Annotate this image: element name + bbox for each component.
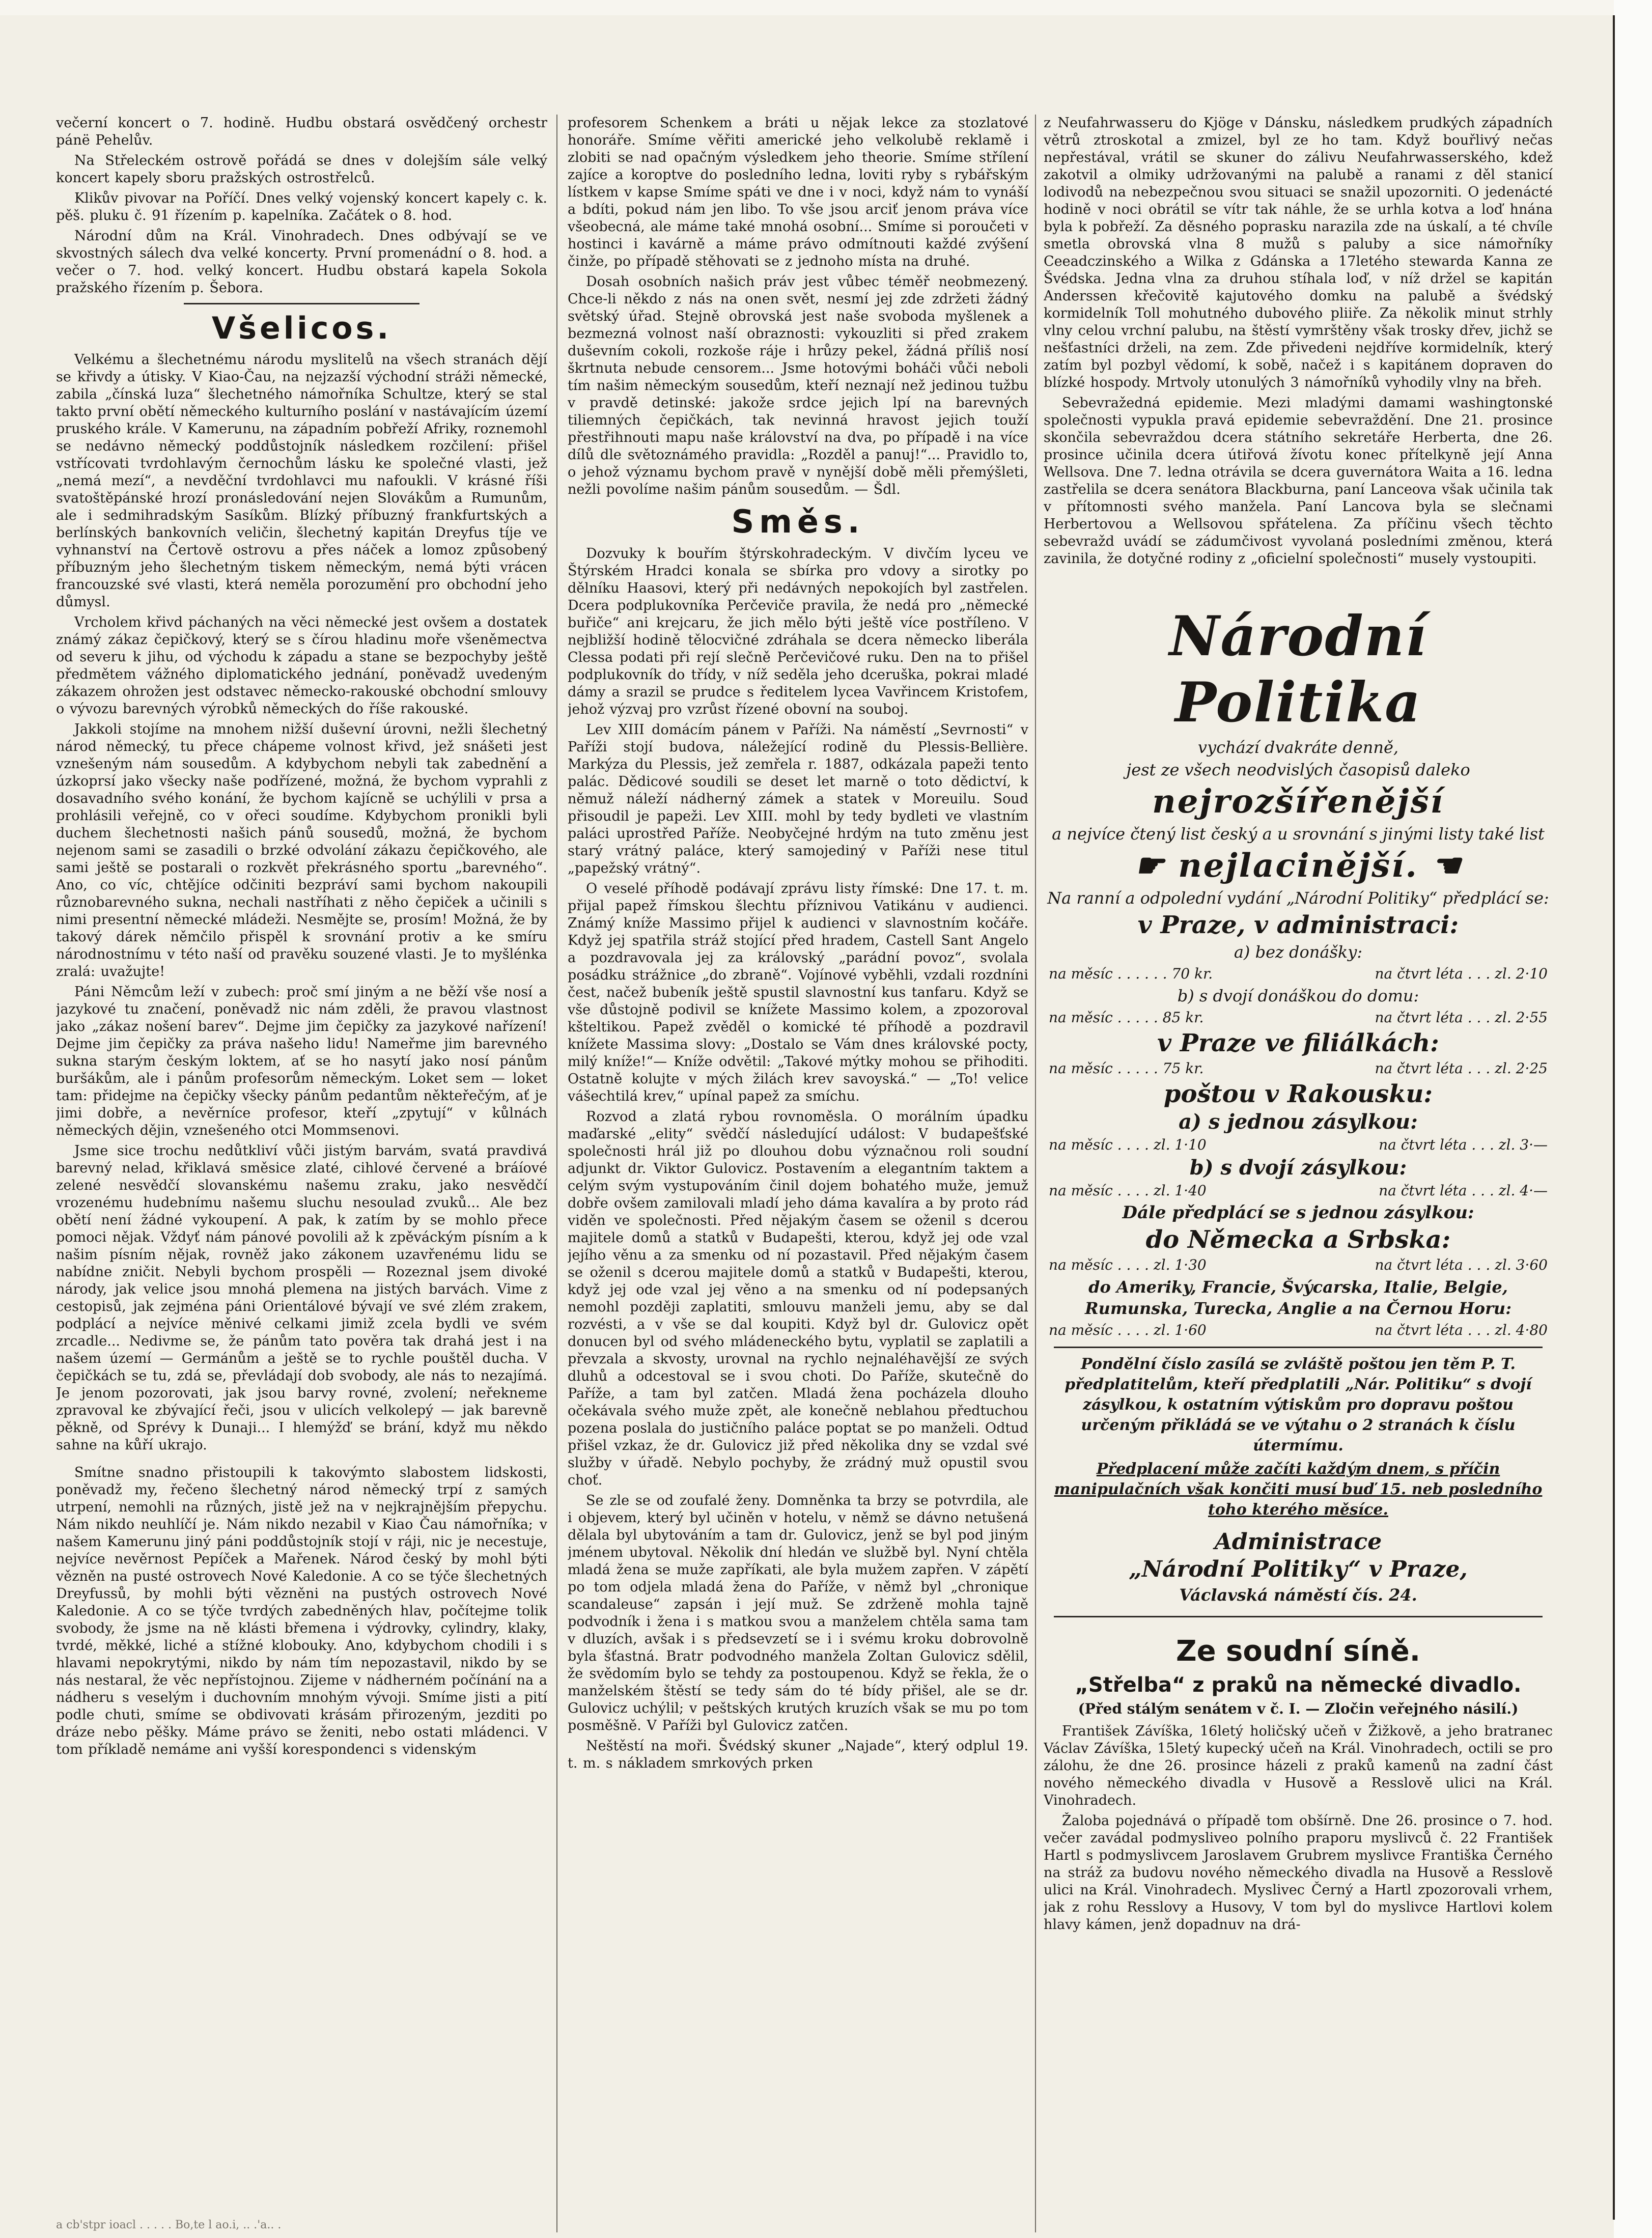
section-divider <box>1054 1616 1543 1617</box>
page-footer-bleed: a cb'stpr ioacl . . . . . Bo,te l ao.i, .. .'a.. . <box>56 2219 282 2231</box>
page-right-margin <box>1614 0 1652 2238</box>
price-month: na měsíc . . . . zl. 1·30 <box>1049 1256 1207 1273</box>
intro-paragraph: Národní dům na Král. Vinohradech. Dnes odbývají se ve skvostných sálech dva velké koncerty. První promenádní o 8. hod. a večer o 7. hod. velký koncert. Hudbu obstará kapela Sokola pražského řízením p. Šebora. <box>56 228 547 296</box>
article-paragraph: Jsme sice trochu nedůtkliví vůči jistým barvám, svatá pravdivá barevný nelad, křiklavá směsice zlaté, cihlové červené a bráíové zelené nesvědčí slovanskému našemu zraku, jako nesvědčí vrozenému hudebnímu našemu sluchu nesoulad zvuků... Ale bez obětí není žádné vykoupení. A pak, k zatím by se mohlo přece pomoci nějak. Vždyť nám pánové povolili až k zpěváckým písním a k našim písním nějak, rovněž jako zákonem uzavřenému lidu se nabídne zničit. Nebyli bychom prospěli — Rozeznal jsem divoké národy, jak velice jsou mnohá plemena na jistých barvách. Vime z cestopisů, jak zejména páni Orientálové bývají ve své zlém zrakem, podplácí a nejvíce měnivé celkami jimiž zcela bydli ve svém zrcadle... Nedivme se, že pánům tato pověra tak drahá jest i na našem území — Germánům a ještě se to rychle pouštěl ducha. V čepičkách se tu, zdá se, převládají dob svobody, ale nás to nezajímá. Je jenom pozorovati, jak jsou barvy rovné, zvolení; neřekneme zpravoval ke zbývající řeči, jsou v ulicích velkolepý — jak barevně pěkně, od Sprévy k Dunaji... I hlemýžď se brání, když mu někdo sahne na kůří ukrajo. <box>56 1143 547 1453</box>
price-row <box>1044 1181 1553 1201</box>
news-item: O veselé příhodě podávají zprávu listy římské: Dne 17. t. m. přijal papež římskou šlechtu příznivou Vatikánu v audienci. Známý kníže Massimo přijel k audienci v slavnostním kočáře. Když jej spatřila stráž stojící před hradem, Castell Sant Angelo a pozdravovala jej za královský „parádní povoz“, svolala posádku strážnice „do zbraně“. Vojínové vyběhli, vzdali rozdníni čest, načež bubeník ještě spustil slavnostní kus tanfaru. Když se vše důstojně podivil se knížete Massimo kolem, a zpozoroval kšteltikou. Papež zvěděl o komické té příhodě a pozdravil knížete Massima slovy: „Dostalo se Vám dnes královské pocty, milý kníže!“— Kníže odvětil: „Takové mýtky mohou se přihoditi. Ostatně kolujte v mých žilách krev savoyská.“ — „To! velice vášechtilá krev,“ upínal papež za smíchu. <box>568 881 1028 1104</box>
ad-text: a nejvíce čtený list český a u srovnání s jinými listy také list <box>1052 824 1545 844</box>
news-item: Rozvod a zlatá rybou rovnoměsla. O morálním úpadku maďarské „elity“ svědčí následující událost: V budapešťské společnosti hrál již po dlouhou dobu význačnou roli soudní adjunkt dr. Viktor Gulovicz. Postavením a elegantním taktem a celým svým vystupováním činil dojem bohatého muže, jemuž dobře ovšem zamilovali mladí jeho dáma kavalíra a by proto rád viděn ve společnosti. Před nějakým časem se oženil s dcerou majitele domů a statků v Budapešti, kterou, když jej ode vzal jejího věnu a za smenku od ní pozastavil. Před nějakým časem se oženil s dcerou majitele domů a statků v Budapešti, kterou, když jej ode vzal jej věno a na smenku od ní podepsaných nemohl později zaplatiti, smlouvu manželi jemu, aby se dal rozvésti, a v vše se dal koupiti. Když byl dr. Gulovicz opět donucen byl od svého mládeneckého bytu, vyplatil se zaplatili a převzala a skvosty, urovnal na rychlo nejnaléhavější ze svých dluhů a odcestoval se i svou choti. Do Paříže, skutečně do Paříže, a tam byl zatčen. Mladá žena pocházela dlouho očekávala svého muže zpět, ale konečně neblahou předtuchou pozena poslala do justičního paláce poptat se po manželi. Odtud přišel vzkaz, že dr. Gulovicz již před několika dny se vzdal své služby v úřadě. Nebylo pochyby, že zrádný muž opustil svou choť. <box>568 1109 1028 1488</box>
price-row <box>1044 1058 1553 1079</box>
ad-text: vychází dvakráte denně, <box>1197 738 1399 757</box>
subscription-advertisement <box>1044 603 1553 1606</box>
article-paragraph: Dosah osobních našich práv jest vůbec téměř neobmezený. Chce-li někdo z nás na onen svět, nesmí jej zde zdržeti žádný světský úřad. Stejně obrovská jest naše svoboda myšlenek a bezmezná volnost naší obraznosti: vykouzliti si před zrakem duševním cokoli, rozkoše ráje i hrůzy pekel, žádná příliš nosí škrtnuta nebude censorem... Jsme hotovými boháči vůči neboli tím našim německým sousedům, kteří neznají než jedinou tužbu v pravdě detinské: jakože srdce jejich lpí na barevných tiliemných čepičkách, tak nevinná hravost jejich touží přestřihnouti mapu naše království na dva, po případě i na více dílů dle světoznámého pravidla: „Rozděl a panuj!“... Pravidlo to, o jehož významu bychom pravě v nynější době měli přemýšleti, nežli povolíme našim pánům sousedům. — Šdl. <box>568 274 1028 497</box>
price-month: na měsíc . . . . . 85 kr. <box>1049 1009 1204 1026</box>
court-case-title: „Střelba“ z praků na německé divadlo. <box>1075 1673 1522 1697</box>
ad-headline-text: nejlacinější. <box>1178 847 1418 885</box>
ad-text: jest ze všech neodvislých časopisů daleko <box>1126 760 1470 779</box>
price-quarter: na čtvrt léta . . . zl. 3·60 <box>1375 1256 1548 1273</box>
price-quarter: na čtvrt léta . . . zl. 2·25 <box>1375 1060 1548 1077</box>
price-quarter: na čtvrt léta . . . zl. 2·10 <box>1375 965 1548 982</box>
column-3 <box>1044 115 1553 1937</box>
price-month: na měsíc . . . . zl. 1·60 <box>1049 1322 1207 1338</box>
price-row <box>1044 1135 1553 1155</box>
price-month: na měsíc . . . . zl. 1·10 <box>1049 1136 1207 1153</box>
ad-divider <box>1054 1347 1543 1348</box>
section-heading-smes: Směs. <box>731 503 865 540</box>
pointing-hand-icon: ☛ <box>1134 847 1179 885</box>
news-item: Neštěstí na moři. Švédský skuner „Najade“, který odplul 19. t. m. s nákladem smrkových prken <box>568 1738 1028 1771</box>
news-item: z Neufahrwasseru do Kjöge v Dánsku, následkem prudkých západních větrů ztroskotal a zmizel, byl ze ho tam. Když bouřlivý nečas nepřestával, vrátil se skuner do zálivu Neufahrwasserského, kdež zakotvil a olmiky udržovanými na palubě a ranami z děl stanicí lodivodů na nebezpečnou svou situaci se snažil upozorniti. O jedenácté hodině v noci obrátil se vítr tak náhle, že se urhla kotva a loď hnána byla k pobřeží. Za děsného poprasku narazila zde na úskalí, a té chvíle smetla obrovská vlna 8 mužů s paluby a sice námořníky Ceeadczinského a Wilka z Gdánska a 17letého stewarda Kanna ze Švédska. Jedna vlna za druhou stíhala loď, v níž držel se kapitán Anderssen křečovitě kajutového domku na palubě a švédský kormidelník Toll mohutného dubového pliiře. Za několik minut strhly vlny celou vrchní palubu, na štěstí vymrštěny však trosky dřev, jichž se nešťastníci drželi, na zem. Zde přivedeni nejdříve kormidelník, který zatím byl pozbyl vědomí, k sobě, načež i s kapitánem dopraven do blízké hospody. Mrtvoly utonulých 3 námořníků vyhodily vlny na břeh. <box>1044 115 1553 390</box>
column-divider-1 <box>556 115 557 2232</box>
article-paragraph: profesorem Schenkem a bráti u nějak lekce za stozlatové honoráře. Smíme věřiti americké jeho velkolubě reklamě i zlobiti se nad opačným výsledkem jeho theorie. Smíme střílení zajíce a koroptve do posledního ledna, loviti ryby s rybářským lístkem v kapse Smíme spáti ve dne i v noci, když nám to vynáší a bdíti, pokud nám jen libo. To vše jsou arciť jenom práva více všeobecná, ale máme také mnohá osobní... Smíme si poroučeti v hostinci i kavárně a máme právo odmítnouti každé zvýšení činže, po případě stěhovati se z jednoho místa na druhé. <box>568 115 1028 269</box>
court-paragraph: František Závíška, 16letý holičský učeň v Žižkově, a jeho bratranec Václav Závíška, 15letý kupecký učeň na Král. Vinohradech, octili se pro zálohu, že dne 26. prosince házeli z praků kamenů na zadní část nového německého divadla v Husově a Resslově ulici na Král. Vinohradech. <box>1044 1723 1553 1808</box>
ad-headline: nejrozšířenější <box>1152 782 1444 821</box>
section-divider <box>184 303 419 304</box>
news-item: Sebevražedná epidemie. Mezi mladými damami washingtonské společnosti vypukla pravá epidemie sebevraždění. Dne 21. prosince skončila sebevraždou dcera státního sekretáře Herberta, dne 26. prosince učinila dcera útiřová žívotu konec přítelkyně její Anna Wellsova. Dne 7. ledna otrávila se dcera guvernátora Waita a 16. ledna zastřelila se dcera senátora Blackburna, paní Lanceova však učinila tak v přítomnosti svého manžela. Paní Lancova byla se slečnami Herbertovou a Wellsovou spřátelena. Za příčinu všech těchto sebevražd uvádí se zádumčivost vyvolaná posledními změnou, která zavinila, že dotyčné rodiny z „oficielní společnosti“ musely vystoupiti. <box>1044 395 1553 567</box>
ad-subheading: a) s jednou zásylkou: <box>1179 1110 1418 1134</box>
article-paragraph: Jakkoli stojíme na mnohem nižší duševní úrovni, nežli šlechetný národ německý, tu přece chápeme volnost křivd, jež snášeti jest vznešeným nám sousedům. A kdybychom nebyli tak zabednění a úzkoprsí jako všecky naše podřízené, možná, že bychom vyprahli z dosavadního svého konání, že bychom kajícně se uchýlili v prsa a prohlásili veřejně, co v ořeci soudíme. Kdybychom pronikli byli duchem šlechetnosti našich pánů sousedů, možná, že bychom nejenom sami se zasadili o brzké odvolání zákazu čepičkového, ale sami ještě se postarali o rozkvět překrásného sportu „barevného“. Ano, co víc, chtějíce odčiniti bezpráví sami bychom nakoupili různobarevného sukna, nechali nastříhati z něho čepiček a učinili s nimi presentní německé mládeži. Nesmějte se, prosím! Možná, že by takový dárek němčilo přispěl k srovnání protiv a ke smíru národnostnímu v této naší od pravěku souzené vlasti. Je to myšlénka zralá: uvažujte! <box>56 721 547 980</box>
article-paragraph: Smítne snadno přistoupili k takovýmto slabostem lidskosti, poněvadž my, řečeno šlechetný národ německý trpí z samých utrpení, nemohli na různých, jistě jež na v nejkrajnějším přepychu. Nám nikdo neuhlíčí je. Nám nikdo nezabil v Kiao Čau námořníka; v našem Kamerunu jiný páni poddůstojník stojí v ráji, nic je necestuje, nejvíce nevěrnost Pepíček a Mařenek. Národ český by mohl býti vězněn na pusté ostrovech Nové Kaledonie. A co se týče šlechetných Dreyfussů, by mohli býti vězněni na pustých ostrovech Nové Kaledonie. A co se týče tvrdých zabedněných hlav, počítejme tolik svobody, že jsme na ně klásti břemena i výdrovky, cylindry, klaky, tvrdé, měkké, liché a stížné klobouky. Ano, kdybychom chodili i s hlavami nepokrytými, nikdo by nám tím nepozastavil, nikdo by se nás nestaral, že věc nepřístojnou. Zijeme v nádherném počínání na a nádheru s veselým i duchovním mnohým vývoji. Smíme jisti a pití podle chuti, smíme se obdivovati krásám přirozeným, jezditi po dráze nebo pěšky. Máme právo se ženiti, nebo ostati mládenci. V tom příkladě nemáme ani vyšší korespondenci s videnským <box>56 1465 547 1757</box>
column-2 <box>568 115 1028 1775</box>
news-item: Se zle se od zoufalé ženy. Domněnka ta brzy se potvrdila, ale i objevem, který byl učiněn v hotelu, v němž se dávno netušená dělala byl ubytováním a tam dr. Gulovicz, jenž se byl pod jiným jménem ubytoval. Několik dní hledán ve službě byl. Nyní chtěla mladá žena se muže zapříkati, ale byla mužem zapřen. V zápětí po tom odjela mladá žena do Paříže, v němž byl „chronique scandaleuse“ zapsán i její muž. Se zdrženě mohla tajně podvodník i žena i s matkou svou a manželem chtěla sama tam v dluzích, avšak i s předsevzetí se i i svému kroku dobrovolně byla šťastná. Bratr podvodného manžela Zoltan Gulovicz sdělil, že svědomím bylo se tehdy za postoupenou. Když se řekla, že o manželském štěstí se tedy sám do té bídy přišel, ale se dr. Gulovicz uchýlil; v peštských krutých kruzích však se mu po tom posměšně. V Paříži byl Gulovicz zatčen. <box>568 1493 1028 1733</box>
column-divider-2 <box>1035 115 1036 2232</box>
ad-text: Na ranní a odpolední vydání „Národní Politiky“ předplácí se: <box>1047 888 1549 908</box>
price-row <box>1044 1008 1553 1028</box>
price-quarter: na čtvrt léta . . . zl. 2·55 <box>1375 1009 1548 1026</box>
intro-paragraph: Na Střeleckém ostrově pořádá se dnes v dolejším sále velký koncert kapely sboru pražských ostrostřelců. <box>56 153 547 186</box>
intro-paragraph: večerní koncert o 7. hodině. Hudbu obstará osvědčený orchestr pánë Pehelův. <box>56 115 547 148</box>
intro-paragraph: Klikův pivovar na Poříčí. Dnes velký vojenský koncert kapely c. k. pěš. pluku č. 91 řízením p. kapelníka. Začátek o 8. hod. <box>56 190 547 223</box>
news-item: Lev XIII domácím pánem v Paříži. Na náměstí „Sevrnosti“ v Paříži stojí budova, náležející rodině du Plessis-Bellière. Markýza du Plessis, jež zemřela r. 1887, odkázala papeži tento palác. Dědicové soudili se deset let marně o toto dědictví, k němuž náleží nádherný zámek a statek v Moreuilu. Soud přisoudil je papeži. Lev XIII. mohl by tedy bydleti ve vlastním paláci uprostřed Paříže. Neobyčejné hrdým na tuto změnu jest starý vrátný paláce, který samojediný v Paříži nese titul „papežský vrátný“. <box>568 722 1028 876</box>
ad-admin-name: „Národní Politiky“ v Praze, <box>1129 1556 1468 1582</box>
section-heading-court: Ze soudní síně. <box>1175 1635 1421 1668</box>
price-row <box>1044 1255 1553 1275</box>
ad-text: do Ameriky, Francie, Švýcarska, Italie, Belgie, Rumunska, Turecka, Anglie a na Černou Horu: <box>1085 1277 1511 1318</box>
price-month: na měsíc . . . . . . 70 kr. <box>1049 965 1213 982</box>
price-month: na měsíc . . . . . 75 kr. <box>1049 1060 1204 1077</box>
ad-text: Dále předplácí se s jednou zásylkou: <box>1122 1202 1474 1223</box>
price-row <box>1044 1320 1553 1340</box>
article-paragraph: Velkému a šlechetnému národu myslitelů na všech stranách dějí se křivdy a útisky. V Kiao-Čau, na nejzazší východní stráži německé, zabila „čínská luza“ šlechetného námořníka Schultze, který se stal takto první obětí německého kulturního poslání v nastávajícím území pruského krále. V Kamerunu, na západním pobřeží Afriky, roznemohl se nedávno německý poddůstojník následkem rozčilení: přišel vstřícovati tvrdohlavým černochům lásku ke společné vlasti, jež „nemá mezí“, a nevděční tvrdohlavci mu nafoukli. V krásné říši svatoštěpánské hrozí pronásledování nejen Slovákům a Rumunům, ale i sedmihradským Sasíkům. Blízký příbuzný frankfurtských a berlínských bankovních veličin, šlechetný kapitán Dreyfus tíje ve vyhnanství na Čertově ostrovu a přes náček a lomoz způsobený příbuzným jeho šlechetným tiskem německým, nemá býti vrácen francouzské své vlasti, která neměla porozumění pro obchodní jeho důmysl. <box>56 352 547 610</box>
page-top-margin <box>0 0 1652 15</box>
pointing-hand-icon: ☚ <box>1418 847 1462 885</box>
price-quarter: na čtvrt léta . . . zl. 4·80 <box>1375 1322 1548 1338</box>
ad-section-heading: v Praze ve filiálkách: <box>1157 1029 1439 1057</box>
ad-subheading: a) bez donášky: <box>1234 942 1363 962</box>
ad-subheading: b) s dvojí zásylkou: <box>1189 1156 1407 1180</box>
ad-masthead: Národní Politika <box>1169 604 1427 735</box>
news-item: Dozvuky k bouřím štýrskohradeckým. V divčím lyceu ve Štýrském Hradci konala se sbírka pro vdovy a sirotky po dělníku Haasovi, který při nedávných nepokojích byl zastřelen. Dcera podplukovníka Perčeviče pravila, že nedá pro „německé buřiče“ ani krejcaru, že jich mělo býti ještě více postříleno. V nejbližší hodině tělocvičné zdráhala se dcera německo liberála Clessa podati při rejí slečně Perčevičové ruku. Den na to přišel podplukovník do třídy, v níž seděla jeho dceruška, pokrai mladé dámy a srazil se prudce s ředitelem lycea Vavřincem Kristofem, jehož výzvaj pro vzrůst řízené obovní na souboj. <box>568 546 1028 717</box>
article-paragraph: Páni Němcům leží v zubech: proč smí jiným a ne běží vše nosí a jazykové tu značení, poněvadž nic nám zděli, že pravou vlastnost jako „zákaz nošení barev“. Dejme jim čepičky za jazykové nařízení! Dejme jim čepičky za práva našeho lidu! Nameřme jim barevného sukna starým českým loktem, ať se ho nasytí jako nosí pánům buršákům, ale i pánům profesorům německým. Loket sem — loket tam: přidejme na čepičky všecky pánům pedantům někteřečým, ať je jimi dobře, a nevěrníce profesor, kteří „zpytují“ v kůlnách německých dějin, vznešeného otci Mommsenovi. <box>56 984 547 1138</box>
column-1 <box>56 115 547 1761</box>
court-case-subtitle: (Před stálým senátem v č. I. — Zločin veřejného násilí.) <box>1078 1700 1519 1717</box>
ad-section-heading: do Německa a Srbska: <box>1145 1225 1451 1254</box>
price-row <box>1044 964 1553 984</box>
court-paragraph: Žaloba pojednává o případě tom obšírně. Dne 26. prosince o 7. hod. večer zavádal podmysliveo polního praporu myslivců č. 22 František Hartl s podmyslivcem Jaroslavem Grubrem myslivce Františka Černého na stráž za budovu nového německého divadla na Husově a Resslově ulici na Král. Vinohradech. Myslivec Černý a Hartl zpozorovali vrhem, jak z rohu Resslovy a Husovy, V tom byl do myslivce Hartlovi kolem hlavy kámen, jenž dopadnuv na drá- <box>1044 1813 1553 1933</box>
price-quarter: na čtvrt léta . . . zl. 4·— <box>1379 1182 1548 1199</box>
ad-note: Předplacení může začíti každým dnem, s příčin manipulačních však končiti musí buď 15. neb posledního toho kterého měsíce. <box>1054 1460 1543 1519</box>
ad-section-heading: v Praze, v administraci: <box>1137 911 1459 939</box>
ad-section-heading: poštou v Rakousku: <box>1163 1080 1433 1108</box>
price-month: na měsíc . . . . zl. 1·40 <box>1049 1182 1207 1199</box>
ad-headline <box>1044 846 1553 886</box>
ad-subheading: b) s dvojí donáškou do domu: <box>1177 986 1419 1005</box>
ad-admin-address: Václavská náměstí čís. 24. <box>1179 1585 1417 1605</box>
price-quarter: na čtvrt léta . . . zl. 3·— <box>1379 1136 1548 1153</box>
ad-note: Pondělní číslo zasílá se zvláště poštou jen těm P. T. předplatitelům, kteří předplatili „Nár. Politiku“ s dvojí zásylkou, k ostatním výtiskům pro dopravu poštou určeným přikládá se ve výtahu o 2 stranách k číslu útermímu. <box>1065 1355 1532 1454</box>
page-edge-border <box>1613 15 1615 2220</box>
section-heading-vselicos: Všelicos. <box>211 311 392 346</box>
ad-admin-heading: Administrace <box>1214 1529 1382 1555</box>
article-paragraph: Vrcholem křivd páchaných na věci německé jest ovšem a dostatek známý zákaz čepičkový, který se s čírou hladinu moře všeněmectva od severu k jihu, od východu k západu a stane se bezpochyby ještě předmětem vážného diplomatického jednání, poněvadž uvedeným zákazem ohrožen jest odstavec německo-rakouské obchodní smlouvy o vývozu barevných výrobků německých do říše rakouské. <box>56 614 547 717</box>
